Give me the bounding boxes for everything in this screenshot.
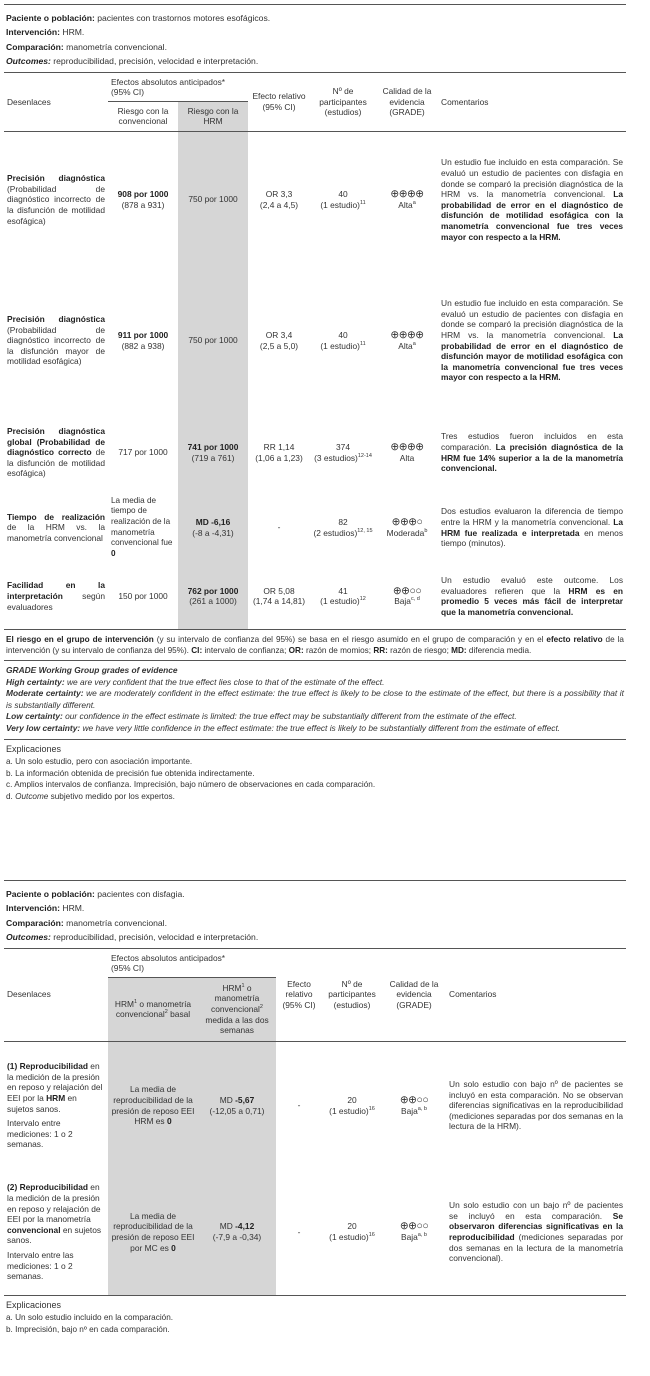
risk-conv-value: 717 por 1000 <box>118 447 168 458</box>
quality-label: Baja <box>401 1105 418 1116</box>
outcome-cell <box>4 132 108 268</box>
quality-note: a <box>412 340 416 347</box>
table-row <box>4 492 626 564</box>
outcomes-label: Outcomes: <box>6 932 51 943</box>
col-b-sup2: 2 <box>259 1004 263 1011</box>
col-b-pre: HRM <box>222 982 242 993</box>
risk-conv-ci: (882 a 938) <box>121 340 165 351</box>
reference-sup: 11 <box>359 340 366 347</box>
participants-studies: (3 estudios) <box>314 452 358 463</box>
participants-cell <box>310 492 376 564</box>
participants-n: 40 <box>338 189 348 200</box>
footnote-text-2: de la intervención (y su intervalo de confianza del 95%). <box>6 635 624 655</box>
summary-table-2 <box>4 880 626 1340</box>
comparison-value: manometría convencional. <box>66 41 167 52</box>
explanations-title: Explicaciones <box>6 1299 62 1310</box>
md-value: -5,67 <box>235 1094 255 1105</box>
abbr-ci: CI: <box>191 646 203 655</box>
col-two-weeks <box>198 977 276 1041</box>
participants-n: 20 <box>347 1094 357 1105</box>
quality-symbols: ⊕⊕⊕⊕ <box>390 328 424 341</box>
relative-effect-cell <box>248 564 310 630</box>
quality-cell <box>376 564 438 630</box>
relative-effect-ci: (1,06 a 1,23) <box>255 452 303 463</box>
quality-label: Alta <box>398 340 413 351</box>
reference-sup: 12 <box>359 596 366 603</box>
participants-studies: (1 estudio) <box>329 1105 369 1116</box>
outcome-desc-tail: en sujetos sanos. <box>7 1224 102 1246</box>
quality-cell <box>382 1041 446 1169</box>
risk-hrm-ci: (719 a 761) <box>191 452 235 463</box>
col-b-post: medida a las dos semanas <box>205 1014 269 1036</box>
quality-symbols: ⊕⊕⊕○ <box>391 515 423 528</box>
outcome-desc: (Probabilidad de diagnóstico incorrecto de la disfunción de motilidad esofágica) <box>7 183 105 226</box>
intervention-label: Intervención: <box>6 27 60 38</box>
footnote-text-1: (y su intervalo de confianza del 95%) se basa en el riesgo asumido en el grupo de comparación y en el <box>156 635 544 644</box>
comment-text: Un estudio fue incluido en esta comparación. Se evaluó un estudio de pacientes con disfagia en donde se comparó la precisión diagnóstica de la HRM vs. la manometría convencional. <box>441 298 624 340</box>
comment-text: Tres estudios fueron incluidos en esta comparación. <box>441 431 624 452</box>
outcome-title: (1) Reproducibilidad <box>7 1061 88 1072</box>
outcome-desc-tail: en sujetos sanos. <box>7 1092 77 1114</box>
explanations-title: Explicaciones <box>6 743 62 754</box>
comment-tail: en menos tiempo (minutos). <box>441 527 624 549</box>
quality-note: a, b <box>417 1232 427 1239</box>
two-weeks-cell <box>198 1041 276 1169</box>
comment-text: Un estudio evaluó este outcome. Los evaluadores refieren que la <box>441 575 624 596</box>
relative-effect-ci: (2,5 a 5,0) <box>259 340 299 351</box>
outcome-cell <box>4 268 108 414</box>
risk-conv-bold: 0 <box>111 548 116 558</box>
relative-effect-ci: (2,4 a 4,5) <box>259 199 299 210</box>
risk-conv-ci: (878 a 931) <box>121 199 165 210</box>
participants-cell <box>310 268 376 414</box>
outcome-title: Tiempo de realización <box>7 511 105 522</box>
two-weeks-cell <box>198 1169 276 1295</box>
comment-cell <box>438 268 626 414</box>
quality-label: Baja <box>394 596 411 607</box>
comment-cell <box>446 1169 626 1295</box>
abbr-rr-text: razón de riesgo; <box>390 646 449 655</box>
risk-hrm-value: 750 por 1000 <box>188 194 238 205</box>
participants-studies: (1 estudio) <box>329 1232 369 1243</box>
outcome-desc: en la medición de la presión en reposo y relajación del EEI por la <box>7 1061 103 1103</box>
participants-studies: (1 estudio) <box>320 596 360 607</box>
comment-text: Dos estudios evaluaron la diferencia de tiempo entre la HRM y la manometría convencional. <box>441 506 624 527</box>
quality-label: Alta <box>399 452 415 463</box>
md-ci: (-7,9 a -0,34) <box>212 1232 262 1243</box>
risk-hrm-value: 741 por 1000 <box>187 441 239 452</box>
comment-text: Un solo estudio con bajo nº de pacientes se incluyó en esta comparación. No se observan diferencias significativas en la reproducibilidad (mediciones separadas por dos semanas en la lectura de la HRM). <box>449 1079 624 1132</box>
quality-note: a <box>412 199 416 206</box>
explanation-a: a. Un solo estudio incluido en la comparación. <box>6 1313 174 1323</box>
participants-cell <box>310 414 376 492</box>
comment-tail: (mediciones separadas por dos semanas en la lectura de la manometría convencional). <box>449 1232 624 1264</box>
outcome-desc: de la HRM vs. la manometría convencional <box>7 522 105 543</box>
abbr-md: MD: <box>451 646 467 655</box>
comment-cell <box>438 414 626 492</box>
participants-n: 82 <box>338 516 348 527</box>
grade-high-text: we are very confident that the true effect lies close to that of the estimate of the effect. <box>66 676 385 687</box>
col-desenlaces: Desenlaces <box>4 948 108 1041</box>
outcome-desc: (Probabilidad de diagnóstico incorrecto de la disfunción mayor de motilidad esofágica) <box>7 324 105 367</box>
relative-effect-cell <box>248 492 310 564</box>
outcomes-label: Outcomes: <box>6 56 51 67</box>
quality-cell <box>382 1169 446 1295</box>
table1-footnote <box>4 630 626 661</box>
quality-label: Baja <box>401 1232 418 1243</box>
table-row <box>4 1169 626 1295</box>
explanation-c: c. Amplios intervalos de confianza. Imprecisión, bajo número de observaciones en cada comparación. <box>6 780 376 790</box>
outcome-desc: en la medición de la presión en reposo y relajación de EEI por la manometría <box>7 1182 101 1225</box>
risk-hrm-cell <box>178 268 248 414</box>
risk-hrm-cell <box>178 414 248 492</box>
participants-n: 41 <box>338 585 348 596</box>
quality-cell <box>376 414 438 492</box>
col-efecto-relativo: Efecto relativo (95% CI) <box>248 72 310 131</box>
risk-conv-value: La media de tiempo de realización de la manometría convencional fue <box>111 495 173 548</box>
md-ci: (-12,05 a 0,71) <box>209 1105 265 1116</box>
relative-effect-cell <box>248 414 310 492</box>
population-label: Paciente o población: <box>6 889 95 899</box>
col-a-sup2: 2 <box>164 1009 168 1016</box>
relative-effect-cell: - <box>276 1169 322 1295</box>
outcome-title: Facilidad en la interpretación <box>7 580 105 601</box>
grade-verylow-label: Very low certainty: <box>6 722 81 733</box>
explanation-d <box>6 791 624 803</box>
participants-studies: (1 estudio) <box>320 199 360 210</box>
md-label: MD <box>219 1094 233 1105</box>
relative-effect-value: OR 3,3 <box>265 189 293 200</box>
participants-cell <box>310 564 376 630</box>
quality-cell <box>376 492 438 564</box>
risk-conv-cell <box>108 132 178 268</box>
md-label: MD <box>219 1221 233 1232</box>
relative-effect-value: OR 3,4 <box>265 329 293 340</box>
col-desenlaces: Desenlaces <box>4 72 108 131</box>
comment-bold: La HRM fue realizada e interpretada <box>441 516 624 538</box>
table1-explanations <box>4 740 626 807</box>
grade-moderate-label: Moderate certainty: <box>6 688 84 699</box>
intervention-value: HRM. <box>62 27 85 38</box>
relative-effect-value: - <box>277 522 281 533</box>
baseline-bold: 0 <box>166 1116 172 1127</box>
risk-conv-cell <box>108 414 178 492</box>
baseline-cell <box>108 1169 198 1295</box>
outcomes-value: reproducibilidad, precisión, velocidad e interpretación. <box>53 56 259 67</box>
baseline-cell <box>108 1041 198 1169</box>
comment-bold: La precisión diagnóstica de la HRM fue 14% superior a la de la manometría convencional. <box>441 441 624 474</box>
participants-n: 374 <box>336 441 350 452</box>
outcome-bold: HRM <box>46 1092 66 1103</box>
outcome-desc: de la disfunción de motilidad esofágica) <box>7 447 105 479</box>
relative-effect-cell <box>248 268 310 414</box>
relative-effect-cell: - <box>297 1100 301 1111</box>
outcome-interval: Intervalo entre mediciones: 1 o 2 semanas. <box>7 1118 73 1150</box>
col-efectos <box>108 948 276 977</box>
risk-hrm-ci: (261 a 1000) <box>189 596 237 607</box>
table-row <box>4 132 626 268</box>
grade-moderate-text: we are moderately confident in the effect estimate: the true effect is likely to be close to the estimate of the effect, but there is a possibility that it is substantially different. <box>6 688 624 710</box>
participants-cell <box>322 1169 382 1295</box>
col-riesgo-hrm: Riesgo con la HRM <box>178 101 248 131</box>
grade-high-label: High certainty: <box>6 676 65 687</box>
table2-explanations <box>4 1296 626 1340</box>
abbr-or: OR: <box>288 646 304 655</box>
relative-effect-value: OR 5,08 <box>263 585 295 596</box>
col-efectos-ci: (95% CI) <box>111 963 145 974</box>
footnote-bold-1: El riesgo en el grupo de intervención <box>6 635 154 644</box>
risk-hrm-cell <box>178 564 248 630</box>
risk-conv-value: 908 por 1000 <box>117 189 169 200</box>
intervention-value: HRM. <box>62 903 85 914</box>
risk-conv-cell <box>108 564 178 630</box>
explanation-d-em: Outcome <box>15 791 49 801</box>
col-riesgo-convencional: Riesgo con la convencional <box>108 101 178 131</box>
table1-header <box>4 4 626 72</box>
grade-title: GRADE Working Group grades of evidence <box>6 665 178 675</box>
abbr-rr: RR: <box>373 646 388 655</box>
col-comentarios: Comentarios <box>446 948 626 1041</box>
abbr-or-text: razón de momios; <box>305 646 372 655</box>
comment-cell <box>438 132 626 268</box>
intervention-label: Intervención: <box>6 903 60 914</box>
comment-bold: La probabilidad de error en el diagnóstico de disfunción mayor de motilidad esofágica con la manometría convencional fue tres veces mayor con respecto a la HRM. <box>441 329 624 383</box>
col-baseline <box>108 977 198 1041</box>
outcome-desc: según evaluadores <box>7 590 105 612</box>
outcomes-value: reproducibilidad, precisión, velocidad e interpretación. <box>53 932 259 943</box>
summary-table-1 <box>4 4 626 807</box>
quality-note: c, d <box>410 596 420 603</box>
explanation-b: b. La información obtenida de precisión fue obtenida indirectamente. <box>6 768 255 778</box>
col-a-pre: HRM <box>114 998 134 1009</box>
table-row <box>4 268 626 414</box>
risk-hrm-value: MD -6,16 <box>195 516 231 527</box>
quality-cell <box>376 132 438 268</box>
quality-symbols: ⊕⊕○○ <box>399 1093 429 1106</box>
outcome-title: Precisión diagnóstica global <box>7 426 105 447</box>
relative-effect-ci: (1,74 a 14,81) <box>252 596 306 607</box>
outcome-desc-bold: (Probabilidad de diagnóstico correcto <box>7 436 105 458</box>
col-efectos-ci: (95% CI) <box>111 87 145 98</box>
table-row <box>4 564 626 630</box>
participants-n: 40 <box>338 329 348 340</box>
comment-text: Un estudio fue incluido en esta comparación. Se evaluó un estudio de pacientes con disfagia en donde se comparó la precisión diagnóstica de la HRM vs. la manometría convencional. <box>441 157 624 200</box>
explanation-d-prefix: d. <box>6 791 13 801</box>
population-label: Paciente o población: <box>6 13 95 23</box>
reference-sup: 16 <box>368 1232 375 1239</box>
risk-conv-value: 911 por 1000 <box>117 329 169 340</box>
comparison-value: manometría convencional. <box>66 917 167 928</box>
explanation-b: b. Imprecisión, bajo nº en cada comparación. <box>6 1324 170 1334</box>
comment-bold: HRM es en promedio 5 veces más fácil de interpretar que la manometría convencional. <box>441 585 624 617</box>
col-participantes: Nº de participantes (estudios) <box>310 72 376 131</box>
comment-bold: La probabilidad de error en el diagnóstico de disfunción de motilidad esofágica con la manometría convencional fue tres veces mayor con respecto a la HRM. <box>441 189 624 242</box>
reference-sup: 16 <box>368 1105 375 1112</box>
relative-effect-cell <box>248 132 310 268</box>
table2-header <box>4 880 626 948</box>
quality-symbols: ⊕⊕⊕⊕ <box>390 188 424 201</box>
outcome-cell <box>4 1169 108 1295</box>
baseline-text: La media de reproducibilidad de la presión de reposo EEI HRM es <box>111 1084 195 1127</box>
outcome-cell <box>4 492 108 564</box>
participants-n: 20 <box>347 1221 357 1232</box>
reference-sup: 12-14 <box>357 452 372 459</box>
grade-low-label: Low certainty: <box>6 711 63 722</box>
outcome-cell <box>4 564 108 630</box>
participants-cell <box>322 1041 382 1169</box>
quality-note: a, b <box>417 1105 427 1112</box>
quality-symbols: ⊕⊕⊕⊕ <box>390 440 424 453</box>
abbr-ci-text: intervalo de confianza; <box>204 646 287 655</box>
col-comentarios: Comentarios <box>438 72 626 131</box>
reference-sup: 11 <box>359 199 366 206</box>
outcome-cell <box>4 1041 108 1169</box>
participants-cell <box>310 132 376 268</box>
outcome-interval: Intervalo entre las mediciones: 1 o 2 semanas. <box>7 1249 74 1282</box>
risk-conv-cell <box>108 492 178 564</box>
table-row <box>4 414 626 492</box>
relative-effect-value: RR 1,14 <box>263 441 295 452</box>
baseline-bold: 0 <box>171 1242 176 1253</box>
participants-studies: (2 estudios) <box>313 527 358 538</box>
risk-hrm-value: 762 por 1000 <box>187 585 239 596</box>
table2-grid <box>4 948 626 1296</box>
grade-verylow-text: we have very little confidence in the effect estimate: the true effect is likely to be substantially different from the estimate of effect. <box>82 722 561 733</box>
population-value: pacientes con trastornos motores esofágicos. <box>97 13 271 23</box>
risk-conv-cell <box>108 268 178 414</box>
md-value: -4,12 <box>235 1221 255 1232</box>
quality-label: Alta <box>398 199 413 210</box>
quality-label: Moderada <box>386 527 425 538</box>
risk-conv-value: 150 por 1000 <box>118 590 168 601</box>
grade-low-text: our confidence in the effect estimate is limited: the true effect may be substantially different from the estimate of the effect. <box>65 711 517 722</box>
table-row <box>4 1041 626 1169</box>
baseline-text: La media de reproducibilidad de la presión de reposo EEI por MC es <box>111 1210 195 1253</box>
col-efectos-label: Efectos absolutos anticipados* <box>111 952 226 963</box>
outcome-cell <box>4 414 108 492</box>
quality-symbols: ⊕⊕○○ <box>392 584 422 597</box>
comment-bold: Se observaron diferencias significativas en la reproducibilidad <box>449 1210 624 1243</box>
col-efectos-label: Efectos absolutos anticipados* <box>111 76 226 87</box>
comment-cell <box>438 564 626 630</box>
abbr-md-text: diferencia media. <box>468 646 532 655</box>
comparison-label: Comparación: <box>6 41 64 52</box>
quality-cell <box>376 268 438 414</box>
comment-text: Un solo estudio con un bajo nº de pacientes se incluyó en esta comparación. <box>449 1200 624 1221</box>
explanation-a: a. Un solo estudio, pero con asociación importante. <box>6 757 193 767</box>
col-participantes: Nº de participantes (estudios) <box>322 948 382 1041</box>
outcome-title: (2) Reproducibilidad <box>7 1182 88 1193</box>
quality-note: b <box>424 527 428 534</box>
grade-definitions <box>4 661 626 740</box>
col-efectos <box>108 72 248 101</box>
col-calidad: Calidad de la evidencia (GRADE) <box>376 72 438 131</box>
col-b-mid: o manometría convencional <box>211 982 260 1014</box>
col-b-sup1: 1 <box>241 983 245 990</box>
footnote-bold-2: efecto relativo <box>546 635 603 644</box>
comparison-label: Comparación: <box>6 917 64 928</box>
participants-studies: (1 estudio) <box>320 340 360 351</box>
risk-hrm-ci: (-8 a -4,31) <box>192 527 234 538</box>
explanation-d-text: subjetivo medido por los expertos. <box>50 791 175 801</box>
reference-sup: 12, 15 <box>357 527 373 534</box>
col-efecto-relativo: Efecto relativo (95% CI) <box>276 948 322 1041</box>
outcome-bold: convencional <box>7 1224 61 1235</box>
col-a-mid: o manometría convencional <box>115 998 192 1020</box>
outcome-title: Precisión diagnóstica <box>7 173 105 184</box>
risk-hrm-cell <box>178 492 248 564</box>
comment-cell <box>446 1041 626 1169</box>
risk-hrm-value: 750 por 1000 <box>188 335 238 346</box>
col-a-post: basal <box>170 1009 191 1020</box>
population-value: pacientes con disfagia. <box>97 889 185 899</box>
outcome-title: Precisión diagnóstica <box>7 314 105 325</box>
col-a-sup1: 1 <box>134 998 138 1005</box>
col-calidad: Calidad de la evidencia (GRADE) <box>382 948 446 1041</box>
comment-cell <box>438 492 626 564</box>
table1-grid <box>4 72 626 630</box>
quality-symbols: ⊕⊕○○ <box>399 1220 429 1233</box>
risk-hrm-cell <box>178 132 248 268</box>
